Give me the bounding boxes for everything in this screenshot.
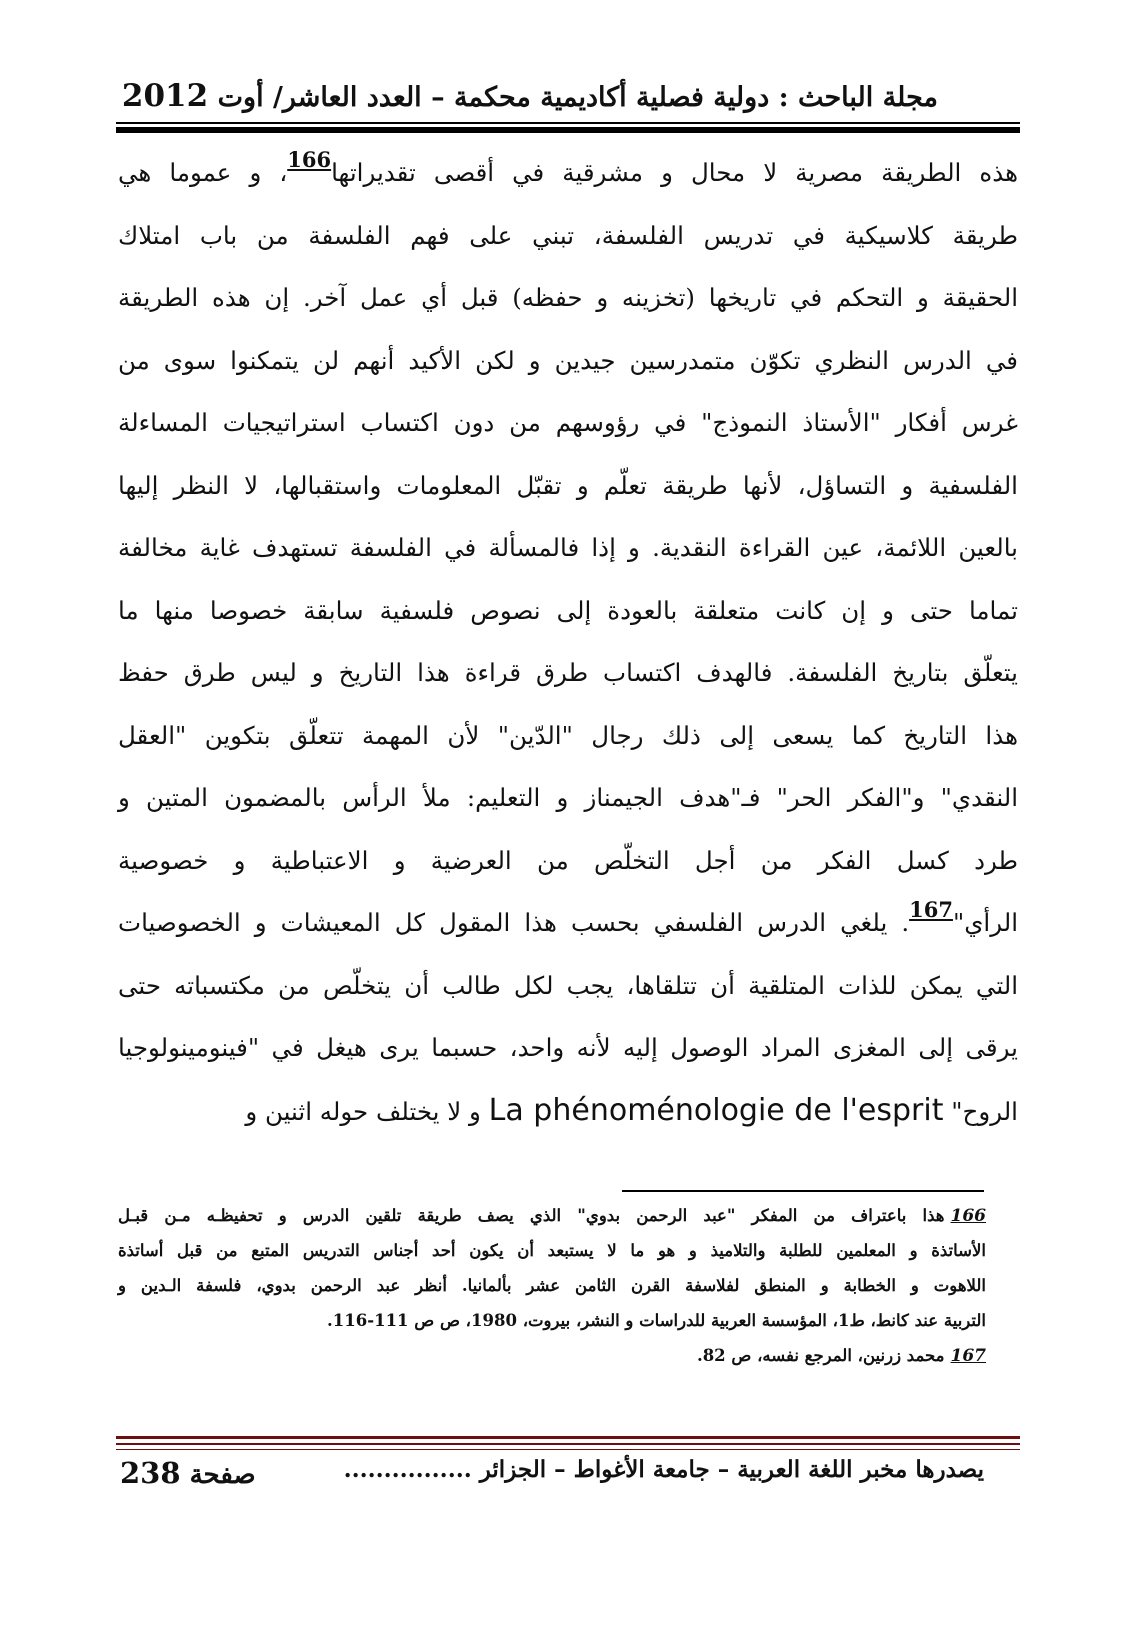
body-line: طرد كسل الفكر من أجل التخلّص من العرضية و الاعتباطية و خصوصية (118, 845, 1018, 875)
body-text (118, 142, 1018, 1142)
latin-book-title: La phénoménologie de l'esprit (488, 1092, 944, 1128)
body-line: الروح" La phénoménologie de l'esprit و لا يختلف حوله اثنين و (245, 1092, 1018, 1128)
body-line: غرس أفكار "الأستاذ النموذج" في رؤوسهم من دون اكتساب استراتيجيات المساءلة (118, 408, 1018, 437)
body-line: الحقيقة و التحكم في تاريخها (تخزينه و حفظه) قبل أي عمل آخر. إن هذه الطريقة (118, 283, 1018, 312)
footnote-166-line: التربية عند كانط، ط1، المؤسسة العربية للدراسات و النشر، بيروت، 1980، ص ص 111-116. (327, 1311, 986, 1330)
footnote-166-line: الأساتذة و المعلمين للطلبة والتلاميذ و هو ما لا يستبعد أن يكون أحد أجناس التدريس المتبع من قبل أساتذة (118, 1241, 986, 1260)
footnote-166-line: اللاهوت و الخطابة و المنطق لفلاسفة القرن الثامن عشر بألمانيا. أنظر عبد الرحمن بدوي، فلسفة الـدين و (118, 1276, 986, 1295)
footer-rule (116, 1436, 1020, 1439)
footnote-number-166: 166 (950, 1206, 986, 1226)
header-rule-thick (116, 127, 1020, 133)
footnotes (118, 1198, 986, 1373)
footer-rule (116, 1449, 1020, 1450)
body-line: هذا التاريخ كما يسعى إلى ذلك رجال "الدّين" لأن المهمة تتعلّق بتكوين "العقل (118, 720, 1018, 750)
body-line: يتعلّق بتاريخ الفلسفة. فالهدف اكتساب طرق قراءة هذا التاريخ و ليس طرق حفظ (118, 658, 1018, 687)
body-line: هذه الطريقة مصرية لا محال و مشرقية في أقصى تقديراتها166، و عموما هي (118, 147, 1018, 187)
body-line: طريقة كلاسيكية في تدريس الفلسفة، تبني على فهم الفلسفة من باب امتلاك (118, 220, 1018, 250)
journal-title: مجلة الباحث : دولية فصلية أكاديمية محكمة – العدد العاشر/ أوت (217, 82, 938, 113)
publisher-line: يصدرها مخبر اللغة العربية – جامعة الأغواط – الجزائر ................ (343, 1456, 984, 1483)
footnote-number-167: 167 (950, 1346, 986, 1366)
body-line: الفلسفية و التساؤل، لأنها طريقة تعلّم و تقبّل المعلومات واستقبالها، لا النظر إليها (118, 470, 1018, 500)
body-line: التي يمكن للذات المتلقية أن تتلقاها، يجب لكل طالب أن يتخلّص من مكتسباته حتى (118, 970, 1018, 1000)
footnote-167-line: 167محمد زرنين، المرجع نفسه، ص 82. (696, 1346, 986, 1366)
body-line: الرأي"167. يلغي الدرس الفلسفي بحسب هذا المقول كل المعيشات و الخصوصيات (118, 897, 1019, 937)
body-line: يرقى إلى المغزى المراد الوصول إليه لأنه واحد، حسبما يرى هيغل في "فينومينولوجيا (118, 1033, 1018, 1062)
footer-rule (116, 1443, 1020, 1445)
footnote-separator (622, 1190, 984, 1192)
page-number-label: صفحة 238 (120, 1456, 256, 1490)
body-line: في الدرس النظري تكوّن متمدرسين جيدين و لكن الأكيد أنهم لن يتمكنوا سوى من (118, 345, 1018, 375)
page-number: 238 (120, 1456, 181, 1490)
body-line: النقدي" و"الفكر الحر" فـ"هدف الجيمناز و التعليم: ملأ الرأس بالمضمون المتين و (118, 783, 1018, 812)
journal-year: 2012 (121, 78, 209, 114)
header-rule-thin (116, 122, 1020, 124)
footnote-ref-167[interactable]: 167 (909, 897, 953, 922)
footnote-166-line: 166هذا باعتراف من المفكر "عبد الرحمن بدوي" الذي يصف طريقة تلقين الدرس و تحفيظـه مـن قبـل (118, 1206, 986, 1226)
body-line: بالعين اللائمة، عين القراءة النقدية. و إذا فالمسألة في الفلسفة تستهدف غاية مخالفة (118, 533, 1018, 562)
footnote-ref-166[interactable]: 166 (287, 147, 332, 172)
body-line: تماما حتى و إن كانت متعلقة بالعودة إلى نصوص فلسفية سابقة خصوصا منها ما (118, 595, 1018, 625)
journal-header (120, 76, 938, 118)
